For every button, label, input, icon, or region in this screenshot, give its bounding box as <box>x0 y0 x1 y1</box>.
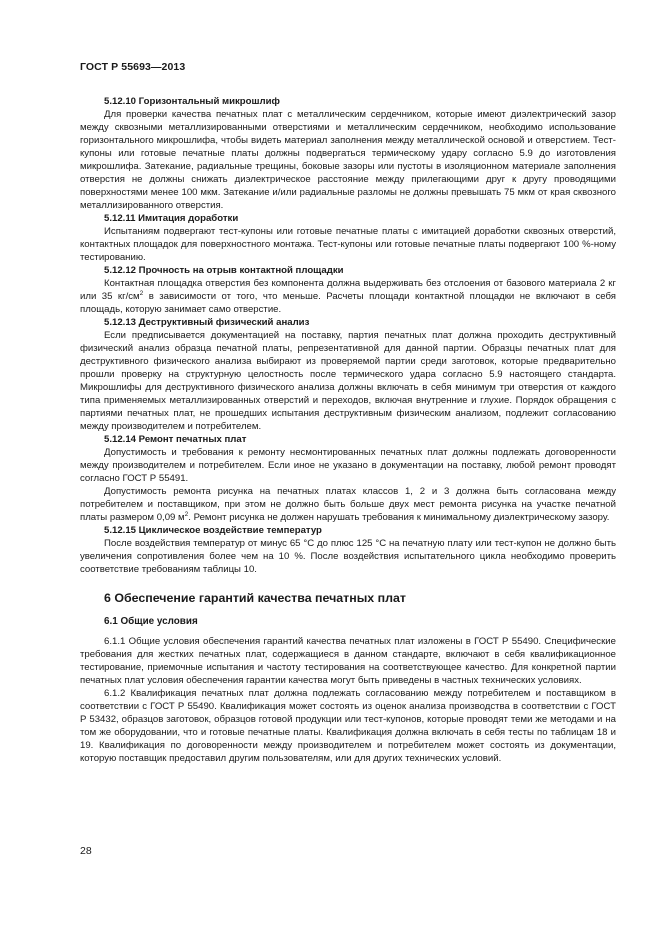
section-5-12-13-paragraph: Если предписывается документацией на поставку, партия печатных плат должна проходить деструктивный физический анализ образца печатной платы, репрезентативной для данной партии. Образцы печатных плат для деструктивного физического анализа выбирают из проверяемой партии среди заготовок, которые предварительно прошли проверку на структурную целостность после термического удара согласно 5.9 настоящего стандарта. Микрошлифы для деструктивного физического анализа должны включать в себя минимум три отверстия от каждого типа применяемых металлизированных отверстий и переходов, включая внутренние и глухие. Порядок обращения с партиями печатных плат, не прошедших испытания деструктивным физическим анализом, подлежит согласованию между производителем и потребителем. <box>80 330 616 432</box>
section-5-12-10-title: 5.12.10 Горизонтальный микрошлиф <box>104 96 280 107</box>
paragraph-text: Допустимость ремонта рисунка на печатных платах классов 1, 2 и 3 должна быть согласована между потребителем и поставщиком, при этом не должно быть больше двух мест ремонта рисунка на участке печатной платы размером 0,09 м <box>80 486 616 523</box>
page-number: 28 <box>80 845 92 857</box>
paragraph-text: Контактная площадка отверстия без компонента должна выдерживать без отслоения от базового материала 2 кг или 35 кг/см <box>80 278 616 302</box>
section-5-12-14-paragraph-1: Допустимость и требования к ремонту несмонтированных печатных плат должны подлежать договоренности между производителем и потребителем. Если иное не указано в документации на поставку, любой ремонт проводят согласно ГОСТ Р 55491. <box>80 447 616 484</box>
superscript: 2 <box>184 510 189 518</box>
section-6-1-title: 6.1 Общие условия <box>104 616 198 627</box>
section-5-12-11-title: 5.12.11 Имитация доработки <box>104 213 239 224</box>
section-5-12-12-title: 5.12.12 Прочность на отрыв контактной площадки <box>104 265 344 276</box>
paragraph-text: в зависимости от того, что меньше. Расчеты площади контактной площадки не включают в себя площадь, которую занимает само отверстие. <box>80 291 616 315</box>
superscript: 2 <box>139 289 144 297</box>
section-5-12-15-paragraph: После воздействия температур от минус 65 °С до плюс 125 °С на печатную плату или тест-купон не должно быть увеличения сопротивления более чем на 10 %. После воздействия испытательного цикла необходимо проверить соответствие требованиям таблицы 10. <box>80 538 616 575</box>
section-5-12-10-paragraph: Для проверки качества печатных плат с металлическим сердечником, которые имеют диэлектрический зазор между сквозными металлизированными отверстиями и металлическим сердечником, необходимо использование горизонтального микрошлифа, чтобы видеть материал заполнения между металлической основой и отверстием. Тест-купоны или готовые печатные платы должны подвергаться термическому удару согласно 5.9 до изготовления микрошлифа. Затекание, радиальные трещины, боковые зазоры или пустоты в изоляционном материале заполнения отверстия не должны снижать диэлектрическое расстояние между прилегающими друг к другу проводящими поверхностями менее 100 мкм. Затекание и/или радиальные разломы не должны превышать 75 мкм от края сквозного металлизированного отверстия. <box>80 109 616 211</box>
section-5-12-15-title: 5.12.15 Циклическое воздействие температур <box>104 525 322 536</box>
section-6-1-2-paragraph: 6.1.2 Квалификация печатных плат должна подлежать согласованию между потребителем и поставщиком в соответствии с ГОСТ Р 55490. Квалификация может состоять из оценок анализа производства в соответствии с ГОСТ Р 53432, образцов заготовок, образцов готовой продукции или тест-купонов, которые проводят теми же методами и на том же оборудовании, что и готовые печатные платы. Квалификация должна включать в себя тесты по таблицам 18 и 19. Квалификация по договоренности между производителем и потребителем может состоять из документации, которую поставщик предоставил другим пользователям, или для других технических условий. <box>80 688 616 764</box>
section-6-title: 6 Обеспечение гарантий качества печатных плат <box>104 591 406 605</box>
page-content <box>80 95 616 765</box>
section-5-12-12-paragraph <box>80 277 616 316</box>
section-5-12-13-title: 5.12.13 Деструктивный физический анализ <box>104 317 310 328</box>
section-6-1-1-paragraph: 6.1.1 Общие условия обеспечения гарантий качества печатных плат изложены в ГОСТ Р 55490. Специфические требования для жестких печатных плат, содержащиеся в данном стандарте, включают в себя квалификационное тестирование, приемочные испытания и частоту тестирования на соответствующее качество. Для конкретной партии печатных плат условия обеспечения гарантии качества могут быть приведены в частных технических условиях. <box>80 636 616 686</box>
section-5-12-14-title: 5.12.14 Ремонт печатных плат <box>104 434 247 445</box>
paragraph-text: . Ремонт рисунка не должен нарушать требования к минимальному диэлектрическому зазору. <box>188 512 610 523</box>
section-5-12-11-paragraph: Испытаниям подвергают тест-купоны или готовые печатные платы с имитацией доработки сквозных отверстий, контактных площадок для поверхностного монтажа. Тест-купоны или готовые печатные платы подвергают 100 %-ному тестированию. <box>80 226 616 263</box>
document-header-code: ГОСТ Р 55693—2013 <box>80 61 186 73</box>
section-5-12-14-paragraph-2 <box>80 485 616 524</box>
